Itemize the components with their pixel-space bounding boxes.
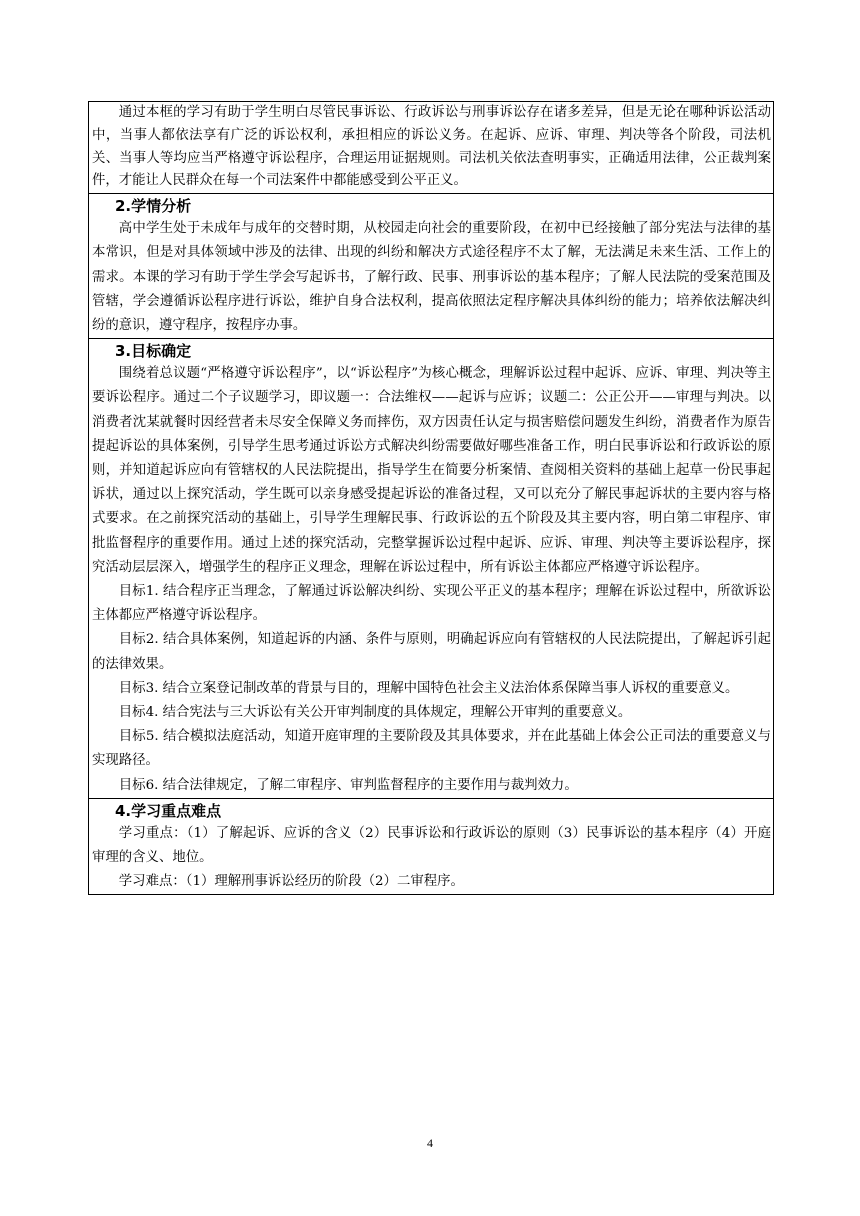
goal-item-5: 目标5. 结合模拟法庭活动，知道开庭审理的主要阶段及其具体要求，并在此基础上体会公正司法的重要意义与实现路径。 — [92, 729, 771, 769]
lesson-plan-table — [88, 101, 774, 895]
learning-analysis-title: 2.学情分析 — [115, 197, 192, 216]
key-points-difficulty: 学习难点：（1）理解刑事诉讼经历的阶段（2）二审程序。 — [118, 874, 464, 890]
learning-analysis-paragraph: 高中学生处于未成年与成年的交替时期，从校园走向社会的重要阶段，在初中已经接触了部分宪法与法律的基本常识，但是对具体领域中涉及的法律、出现的纠纷和解决方式途径程序不太了解，无法满足未来生活、工作上的需求。本课的学习有助于学生学会写起诉书，了解行政、民事、刑事诉讼的基本程序；了解人民法院的受案范围及管辖，学会遵循诉讼程序进行诉讼，维护自身合法权利，提高依照法定程序解决具体纠纷的能力；培养依法解决纠纷的意识，遵守程序，按程序办事。 — [92, 221, 771, 333]
goal-item-1: 目标1. 结合程序正当理念，了解通过诉讼解决纠纷、实现公平正义的基本程序；理解在诉讼过程中，所欲诉讼主体都应严格遵守诉讼程序。 — [92, 584, 771, 624]
goal-item-4: 目标4. 结合宪法与三大诉讼有关公开审判制度的具体规定，理解公开审判的重要意义。 — [118, 705, 632, 721]
intro-paragraph: 通过本框的学习有助于学生明白尽管民事诉讼、行政诉讼与刑事诉讼存在诸多差异，但是无论在哪种诉讼活动中，当事人都依法享有广泛的诉讼权利，承担相应的诉讼义务。在起诉、应诉、审理、判决等各个阶段，司法机关、当事人等均应当严格遵守诉讼程序，合理运用证据规则。司法机关依法查明事实，正确适用法律，公正裁判案件，才能让人民群众在每一个司法案件中都能感受到公平正义。 — [92, 105, 771, 189]
goal-item-3: 目标3. 结合立案登记制改革的背景与目的，理解中国特色社会主义法治体系保障当事人诉权的重要意义。 — [118, 680, 739, 696]
goals-title: 3.目标确定 — [115, 342, 192, 361]
goal-item-2: 目标2. 结合具体案例，知道起诉的内涵、条件与原则，明确起诉应向有管辖权的人民法院提出，了解起诉引起的法律效果。 — [92, 632, 771, 672]
key-points-title: 4.学习重点难点 — [115, 801, 222, 820]
goals-paragraph: 围绕着总议题“严格遵守诉讼程序”，以“诉讼程序”为核心概念，理解诉讼过程中起诉、应诉、审理、判决等主要诉讼程序。通过二个子议题学习，即议题一：合法维权——起诉与应诉；议题二：公正公开——审理与判决。以消费者沈某就餐时因经营者未尽安全保障义务而摔伤，双方因责任认定与损害赔偿问题发生纠纷，消费者作为原告提起诉讼的具体案例，引导学生思考通过诉讼方式解决纠纷需要做好哪些准备工作，明白民事诉讼和行政诉讼的原则，并知道起诉应向有管辖权的人民法院提出，指导学生在简要分析案情、查阅相关资料的基础上起草一份民事起诉状，通过以上探究活动，学生既可以亲身感受提起诉讼的准备过程，又可以充分了解民事起诉状的主要内容与格式要求。在之前探究活动的基础上，引导学生理解民事、行政诉讼的五个阶段及其主要内容，明白第二审程序、审批监督程序的重要作用。通过上述的探究活动，完整掌握诉讼过程中起诉、应诉、审理、判决等主要诉讼程序，探究活动层层深入，增强学生的程序正义理念，理解在诉讼过程中，所有诉讼主体都应严格遵守诉讼程序。 — [92, 366, 771, 575]
goal-item-6: 目标6. 结合法律规定，了解二审程序、审判监督程序的主要作用与裁判效力。 — [118, 777, 578, 793]
intro-section — [89, 102, 773, 194]
learning-analysis-section — [89, 195, 773, 339]
key-points-focus: 学习重点：（1）了解起诉、应诉的含义（2）民事诉讼和行政诉讼的原则（3）民事诉讼的基本程序（4）开庭审理的含义、地位。 — [92, 825, 771, 866]
goals-section — [89, 340, 773, 799]
page-number: 4 — [427, 1136, 433, 1150]
key-points-section — [89, 800, 773, 895]
